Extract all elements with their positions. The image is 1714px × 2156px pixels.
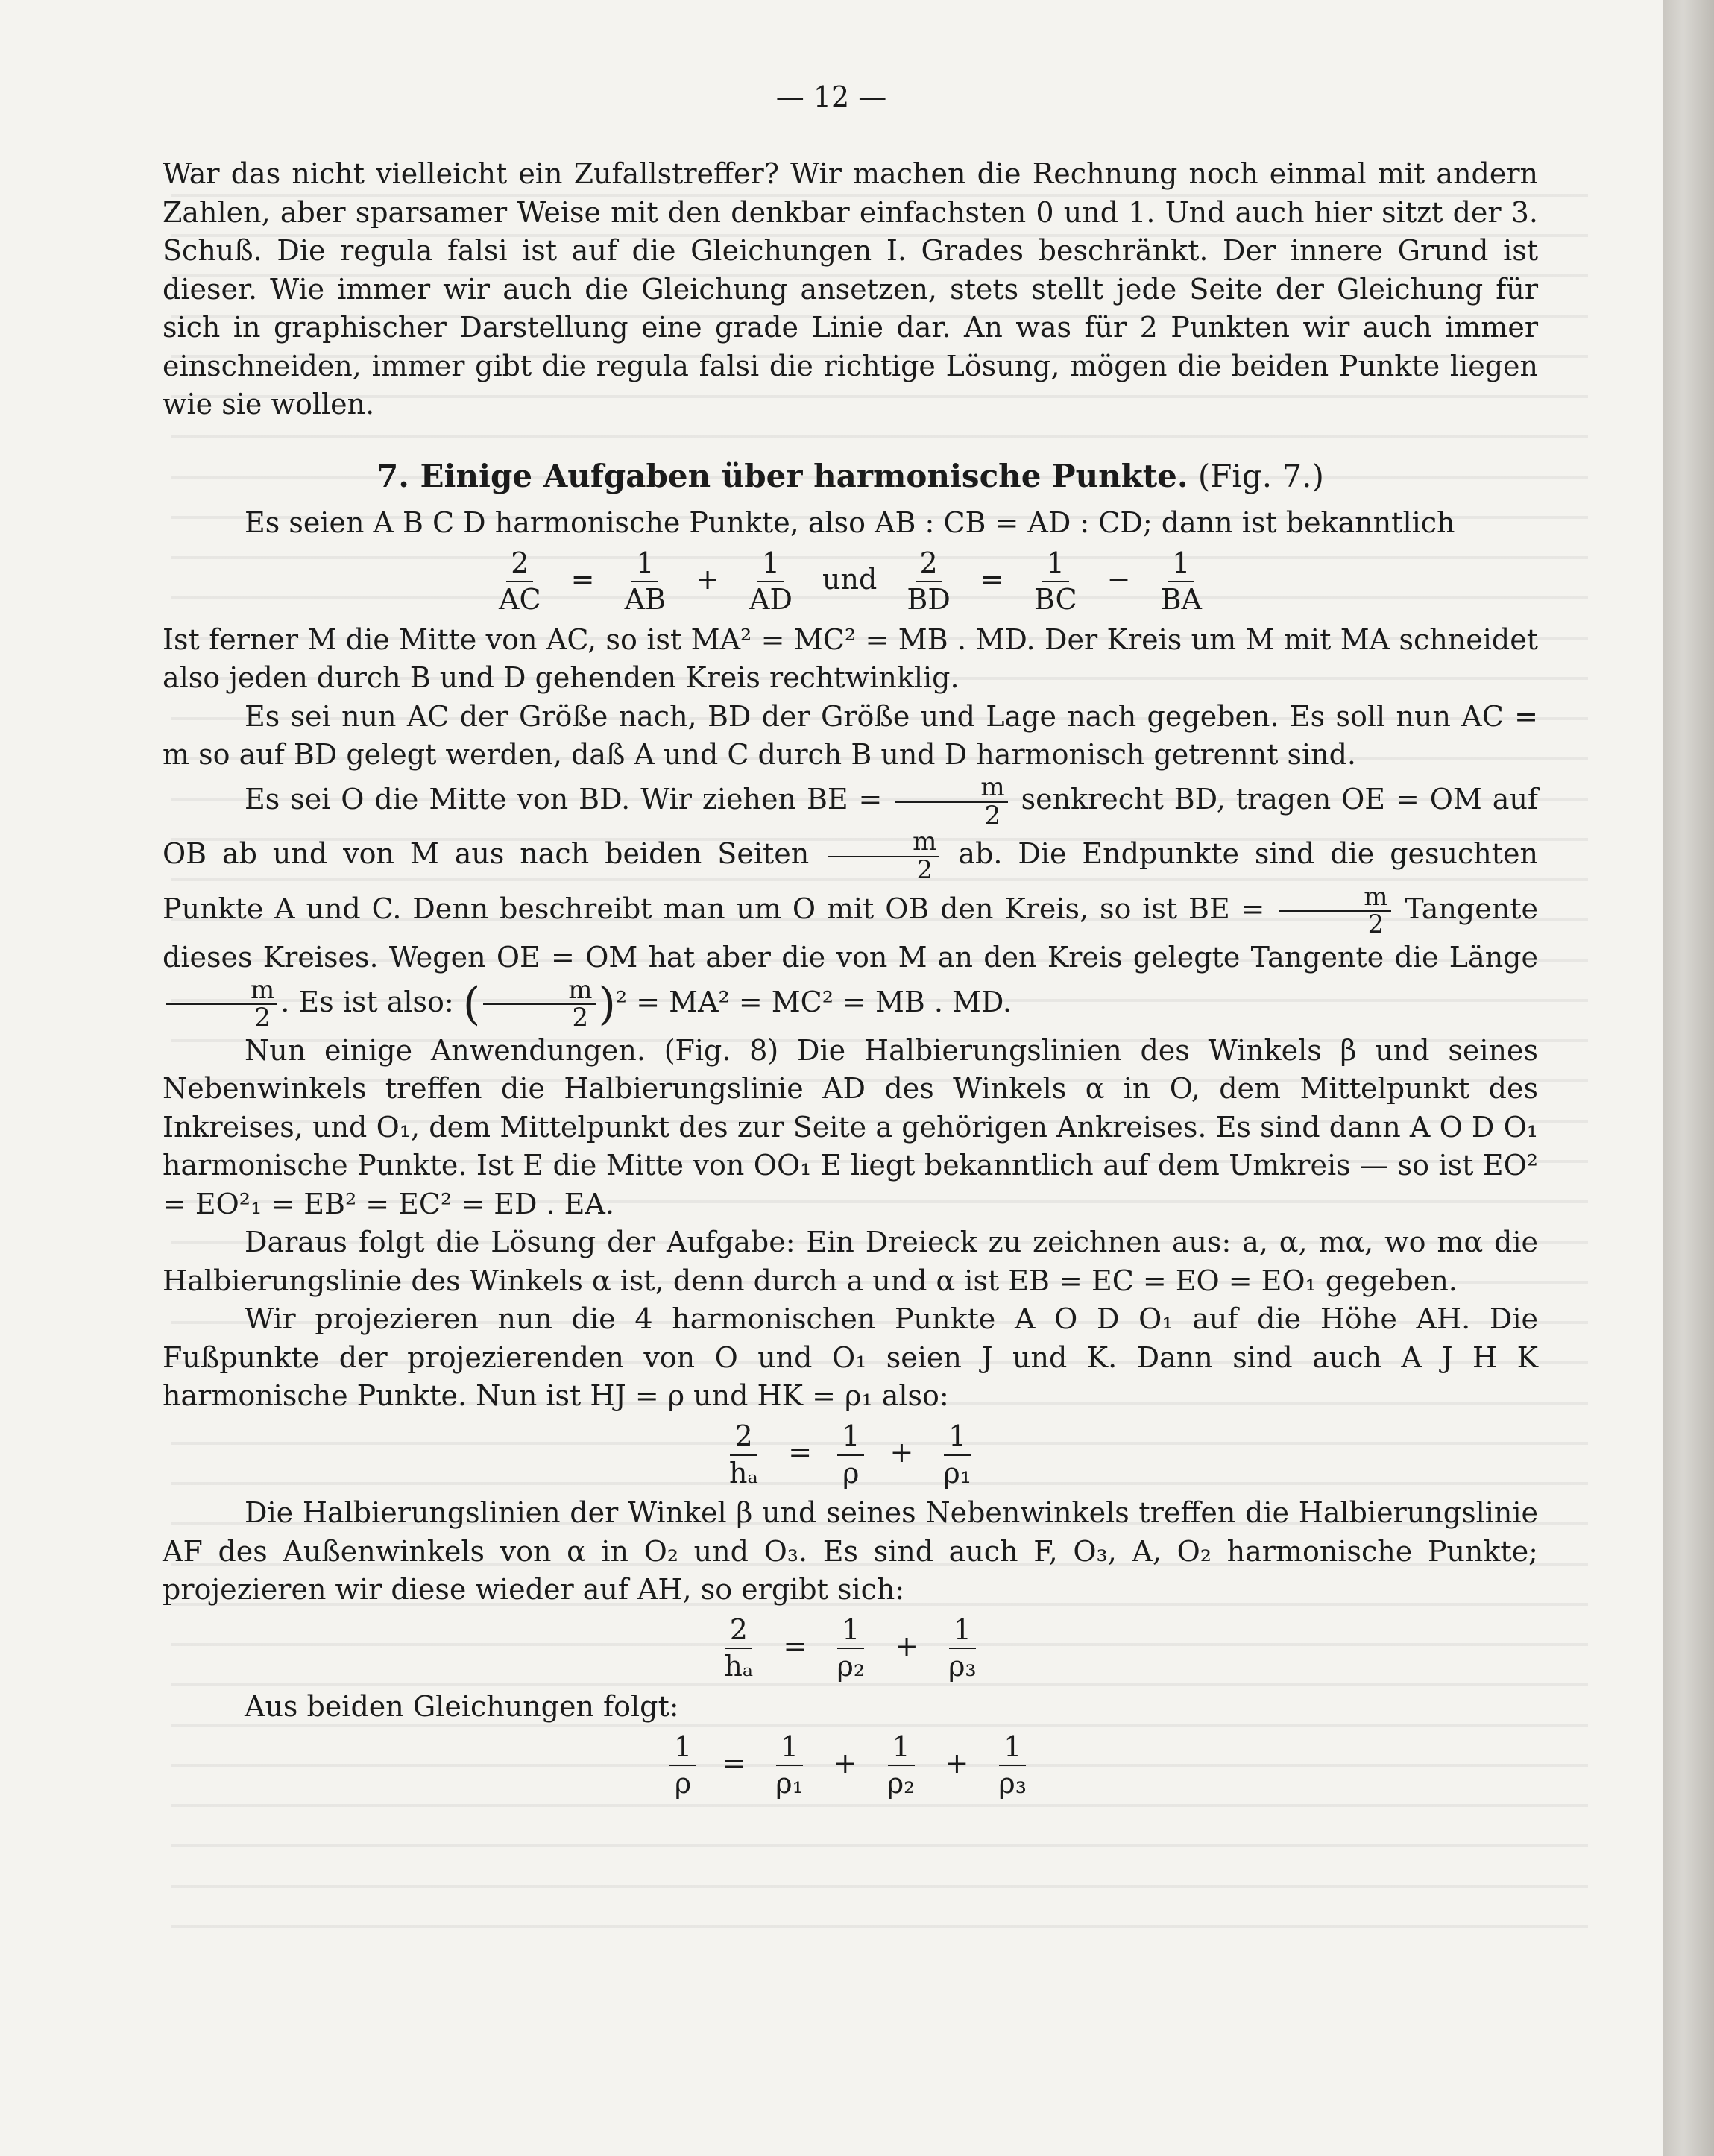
denominator: AB <box>624 583 666 617</box>
denominator: hₐ <box>724 1650 754 1683</box>
equation-4 <box>163 1731 1538 1800</box>
numerator: m <box>1279 884 1390 912</box>
numerator: m <box>828 829 939 857</box>
conjunction: und <box>822 562 878 596</box>
fraction <box>837 1420 864 1490</box>
fraction <box>771 1731 808 1800</box>
equals-sign: = <box>980 562 1004 596</box>
denominator: 2 <box>572 1003 589 1033</box>
fraction <box>669 1731 696 1800</box>
fraction <box>719 1614 757 1683</box>
equation-1 <box>163 547 1538 617</box>
denominator: BD <box>907 583 951 617</box>
fraction <box>725 1420 763 1490</box>
text-run: . Es ist also: <box>280 985 454 1018</box>
text-run: Es sei O die Mitte von BD. Wir ziehen BE = <box>245 783 883 816</box>
minus-sign: − <box>1106 562 1131 596</box>
plus-sign: + <box>895 1629 919 1662</box>
denominator: ρ₃ <box>998 1767 1027 1800</box>
paragraph-4: Es sei nun AC der Größe nach, BD der Größe und Lage nach gegeben. Es soll nun AC = m so auf BD gelegt werden, daß A und C durch B und D harmonisch getrennt sind. <box>163 699 1538 772</box>
paragraph-10: Aus beiden Gleichungen folgt: <box>245 1690 679 1724</box>
equals-sign: = <box>722 1746 746 1780</box>
inline-fraction <box>828 829 939 883</box>
denominator: ρ₁ <box>775 1767 804 1800</box>
equals-sign: = <box>783 1629 807 1662</box>
text-block <box>163 155 1538 1805</box>
denominator: ρ₂ <box>886 1767 916 1800</box>
fraction <box>883 1731 920 1800</box>
equals-sign: = <box>570 562 595 596</box>
paragraph-1: War das nicht vielleicht ein Zufallstreffer? Wir machen die Rechnung noch einmal mit andern Zahlen, aber sparsamer Weise mit den denkbar einfachsten 0 und 1. Und auch hier sitzt der 3. Schuß. Die regula falsi ist auf die Gleichungen I. Grades beschränkt. Der innere Grund ist dieser. Wie immer wir auch die Gleichung ansetzen, stets stellt jede Seite der Gleichung für sich in graphischer Darstellung eine grade Linie dar. An was für 2 Punkten wir auch immer einschneiden, immer gibt die regula falsi die richtige Lösung, mögen die beiden Punkte liegen wie sie wollen. <box>163 157 1538 420</box>
numerator: 1 <box>776 1731 803 1767</box>
fraction <box>832 1614 869 1683</box>
numerator: m <box>166 977 277 1006</box>
open-paren: ( <box>462 977 481 1030</box>
equals-sign: = <box>788 1436 813 1469</box>
numerator: 1 <box>999 1731 1026 1767</box>
denominator: BC <box>1033 583 1077 617</box>
numerator: m <box>895 775 1007 803</box>
numerator: 2 <box>725 1614 752 1650</box>
numerator: 1 <box>944 1420 971 1456</box>
denominator: AC <box>499 583 541 617</box>
plus-sign: + <box>833 1746 857 1780</box>
paragraph-8: Wir projezieren nun die 4 harmonischen Punkte A O D O₁ auf die Höhe AH. Die Fußpunkte der projezierenden von O und O₁ seien J und K. Dann sind auch A J H K harmonische Punkte. Nun ist HJ = ρ und HK = ρ₁ also: <box>163 1302 1538 1413</box>
numerator: 1 <box>1042 547 1069 583</box>
fraction <box>994 1731 1031 1800</box>
plus-sign: + <box>696 562 719 596</box>
denominator: 2 <box>916 854 933 885</box>
fraction <box>944 1614 981 1683</box>
equation-2 <box>163 1420 1538 1490</box>
inline-fraction <box>166 974 277 1033</box>
heading-title: 7. Einige Aufgaben über harmonische Punkte. <box>376 457 1188 494</box>
numerator: 1 <box>757 547 784 583</box>
numerator: 1 <box>1168 547 1194 583</box>
fraction <box>902 547 954 617</box>
denominator: AD <box>749 583 793 617</box>
text-run: ab. Die Endpunkte sind die gesuchten Punkte A und C. Denn beschreibt man um O mit OB den Kreis, so ist BE = <box>163 837 1538 925</box>
plus-sign: + <box>945 1746 969 1780</box>
equation-3 <box>163 1614 1538 1683</box>
paragraph-7: Daraus folgt die Lösung der Aufgabe: Ein Dreieck zu zeichnen aus: a, α, mα, wo mα die Halbierungslinie des Winkels α ist, denn durch a und α ist EB = EC = EO = EO₁ gegeben. <box>163 1226 1538 1297</box>
numerator: 2 <box>730 1420 757 1456</box>
denominator: ρ <box>674 1767 692 1800</box>
denominator: BA <box>1160 583 1202 617</box>
close-paren: ) <box>598 977 616 1030</box>
inline-fraction <box>1279 881 1390 940</box>
numerator: 1 <box>837 1420 864 1456</box>
fraction <box>1156 547 1206 617</box>
numerator: 1 <box>837 1614 864 1650</box>
paragraph-2: Es seien A B C D harmonische Punkte, also AB : CB = AD : CD; dann ist bekanntlich <box>245 506 1455 539</box>
numerator: m <box>483 977 595 1006</box>
denominator: 2 <box>984 800 1001 830</box>
numerator: 2 <box>916 547 942 583</box>
text-run: senkrecht BD, tragen OE = OM auf OB ab und von M aus nach beiden Seiten <box>163 783 1538 871</box>
denominator: hₐ <box>729 1456 759 1490</box>
denominator: 2 <box>254 1003 271 1033</box>
fraction <box>494 547 546 617</box>
paragraph-9: Die Halbierungslinien der Winkel β und seines Nebenwinkels treffen die Halbierungslinie AF des Außenwinkels von α in O₂ und O₃. Es sind auch F, O₃, A, O₂ harmonische Punkte; projezieren wir diese wieder auf AH, so ergibt sich: <box>163 1496 1538 1607</box>
fraction <box>1030 547 1082 617</box>
inline-fraction <box>895 772 1007 830</box>
fraction <box>745 547 797 617</box>
denominator: ρ <box>842 1456 860 1490</box>
numerator: 1 <box>669 1731 696 1767</box>
fraction <box>620 547 670 617</box>
heading-fig-ref: (Fig. 7.) <box>1197 457 1324 494</box>
text-run: ² = MA² = MC² = MB . MD. <box>615 985 1012 1018</box>
text-run: Tangente dieses Kreises. Wegen OE = OM hat aber die von M an den Kreis gelegte Tangente die Länge <box>163 892 1538 974</box>
paragraph-6: Nun einige Anwendungen. (Fig. 8) Die Halbierungslinien des Winkels β und seines Nebenwinkels treffen die Halbierungslinie AD des Winkels α in O, dem Mittelpunkt des Inkreises, und O₁, dem Mittelpunkt des zur Seite a gehörigen Ankreises. Es sind dann A O D O₁ harmonische Punkte. Ist E die Mitte von OO₁ E liegt bekanntlich auf dem Umkreis — so ist EO² = EO²₁ = EB² = EC² = ED . EA. <box>163 1033 1538 1220</box>
denominator: 2 <box>1367 910 1384 940</box>
paragraph-3: Ist ferner M die Mitte von AC, so ist MA² = MC² = MB . MD. Der Kreis um M mit MA schneidet also jeden durch B und D gehenden Kreis rechtwinklig. <box>163 622 1538 695</box>
numerator: 2 <box>506 547 533 583</box>
denominator: ρ₃ <box>948 1650 977 1683</box>
numerator: 1 <box>949 1614 976 1650</box>
page-number: — 12 — <box>775 81 887 113</box>
numerator: 1 <box>888 1731 915 1767</box>
paragraph-5 <box>163 772 1538 1033</box>
section-heading <box>163 457 1538 496</box>
adjacent-page-edge <box>1663 0 1714 2156</box>
fraction <box>939 1420 976 1490</box>
denominator: ρ₁ <box>943 1456 971 1490</box>
plus-sign: + <box>889 1436 914 1469</box>
inline-fraction <box>483 974 595 1033</box>
numerator: 1 <box>631 547 658 583</box>
denominator: ρ₂ <box>836 1650 866 1683</box>
